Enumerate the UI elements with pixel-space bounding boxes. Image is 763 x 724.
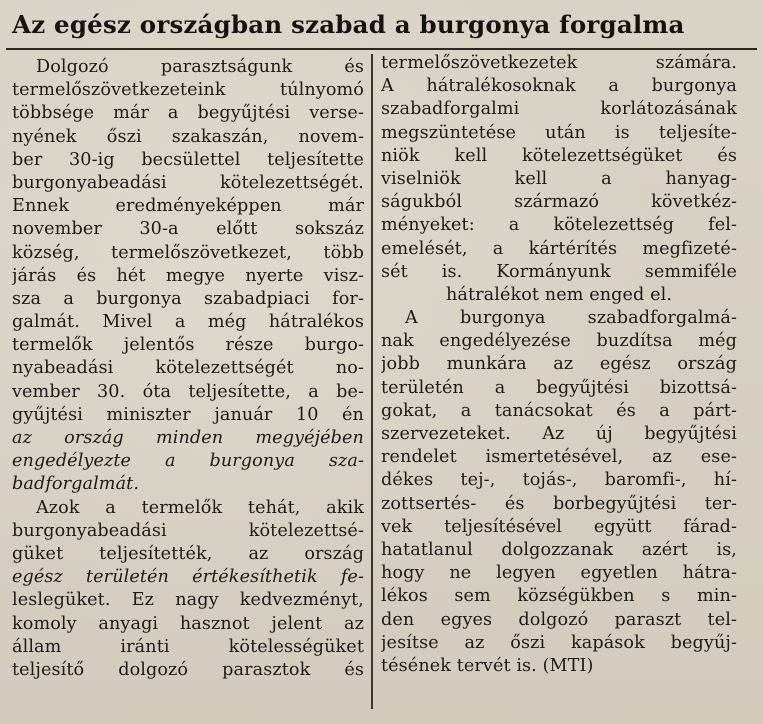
text-line: komoly anyagi hasznot jelent az — [12, 613, 364, 634]
text-line: engedélyezte a burgonya sza- — [12, 451, 364, 472]
text-line: gokat, a tanácsokat és a párt- — [381, 400, 737, 421]
text-line: emelését, a kártérítés megfizeté- — [381, 238, 737, 259]
text-line: járás és hét megye nyerte visz- — [12, 265, 364, 286]
text-line: niök kell kötelezettségüket és — [381, 145, 737, 166]
text-line: az ország minden megyéjében — [12, 428, 364, 448]
text-line: badforgalmát. — [12, 474, 140, 495]
text-line: nak engedélyezése buzdítsa még — [381, 331, 737, 352]
text-line: hatatlanul dolgozzanak azért is, — [381, 539, 737, 560]
text-line: termelők jelentős része burgo- — [12, 335, 364, 356]
text-line: Ennek eredményeképpen már — [12, 196, 364, 217]
text-line: ságukból származó követkéz- — [381, 192, 737, 213]
text-line: teljesítő dolgozó parasztok és — [12, 659, 364, 680]
column-divider — [371, 54, 373, 709]
text-line: termelőszövetkezetek számára. — [381, 53, 737, 73]
text-line: güket teljesítették, az ország — [12, 543, 364, 564]
text-line: jesítse az őszi kapások begyűj- — [381, 632, 737, 653]
text-line: hogy ne legyen egyetlen hátra- — [381, 563, 737, 584]
text-line: ber 30-ig becsülettel teljesítette — [12, 149, 364, 170]
text-line: község, termelőszövetkezet, több — [12, 242, 364, 263]
text-line: vember 30. óta teljesítette, a be- — [12, 381, 364, 402]
text-line: állam iránti kötelességüket — [12, 636, 364, 657]
headline-rule — [6, 48, 757, 50]
headline: Az egész országban szabad a burgonya forgalma — [12, 10, 685, 39]
text-line: dékes tej-, tojás-, baromfi-, hí- — [381, 470, 737, 491]
text-line: rendelet ismertetésével, az ese- — [381, 447, 737, 468]
text-line: viselniök kell a hanyag- — [381, 168, 737, 189]
text-line: galmát. Mivel a még hátralékos — [12, 312, 364, 333]
text-line: jobb munkára az egész ország — [381, 354, 737, 375]
text-line: hátralékot nem enged el. — [445, 284, 673, 305]
text-line: egész területén értékesíthetik fe- — [12, 567, 364, 588]
text-line: nyabeadási kötelezettségét no- — [12, 358, 364, 379]
text-line: lékos sem községükben s min- — [381, 586, 737, 607]
right-column — [381, 52, 737, 678]
text-line: termelőszövetkezeteink túlnyomó — [12, 80, 364, 101]
text-line: A hátralékosoknak a burgonya — [381, 76, 737, 97]
text-line: leslegüket. Ez nagy kedvezményt, — [12, 590, 364, 611]
text-line: ményeket: a kötelezettség fel- — [381, 215, 737, 236]
text-line: szervezeteket. Az új begyűjtési — [381, 424, 737, 444]
text-line: november 30-a előtt sokszáz — [12, 219, 364, 240]
text-line: szabadforgalmi korlátozásának — [381, 99, 737, 120]
text-line: A burgonya szabadforgalmá- — [405, 308, 737, 329]
text-line: tésének tervét is. (MTI) — [381, 655, 594, 676]
text-line: burgonyabeadási kötelezettségét. — [12, 172, 364, 193]
text-line: Dolgozó parasztságunk és — [36, 57, 364, 77]
text-line: nyének őszi szakaszán, novem- — [12, 126, 364, 147]
text-line: burgonyabeadási kötelezettsé- — [12, 520, 364, 541]
text-line: den egyes dolgozó paraszt tel- — [381, 609, 737, 630]
text-line: területén a begyűjtési bizottsá- — [381, 377, 737, 398]
text-line: többsége már a begyűjtési verse- — [12, 103, 364, 124]
text-line: Azok a termelők tehát, akik — [36, 497, 364, 518]
text-line: megszüntetése után is teljesíte- — [381, 122, 737, 143]
text-line: sza a burgonya szabadpiaci for- — [12, 288, 364, 309]
text-line: vek teljesítésével együtt fárad- — [381, 516, 737, 537]
text-line: gyűjtési miniszter január 10 én — [12, 404, 364, 425]
left-column — [12, 56, 364, 682]
text-line: sét is. Kormányunk semmiféle — [381, 261, 737, 282]
text-line: zottsertés- és borbegyűjtési ter- — [381, 493, 737, 514]
